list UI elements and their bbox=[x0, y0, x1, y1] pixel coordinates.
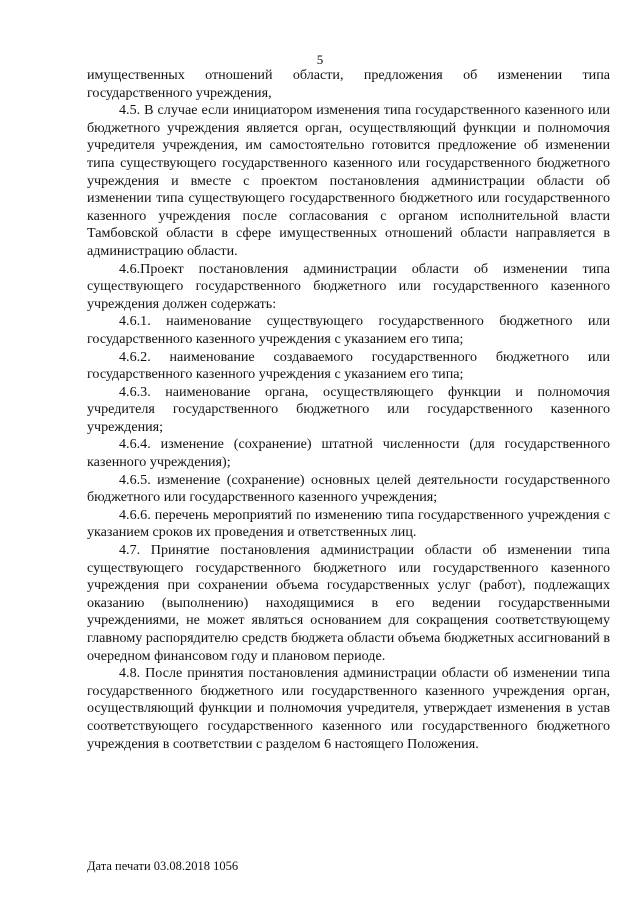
document-body bbox=[87, 67, 610, 753]
paragraph-4-6-3: 4.6.3. наименование органа, осуществляющего функции и полномочия учредителя государственного бюджетного или государственного казенного учреждения; bbox=[87, 383, 610, 435]
paragraph-4-7: 4.7. Принятие постановления администрации области об изменении типа существующего государственного бюджетного или государственного казенного учреждения при сохранении объема государственных услуг (работ), подлежащих оказанию (выполнению) находящимися в его ведении государственными учреждениями, не может являться основанием для сокращения соответствующему главному распорядителю средств бюджета области объема бюджетных ассигнований в очередном финансовом году и плановом периоде. bbox=[87, 542, 610, 664]
paragraph-4-6-1: 4.6.1. наименование существующего государственного бюджетного или государственного казенного учреждения с указанием его типа; bbox=[87, 313, 610, 347]
paragraph-4-6-2: 4.6.2. наименование создаваемого государственного бюджетного или государственного казенного учреждения с указанием его типа; bbox=[87, 348, 610, 383]
paragraph-continuation: имущественных отношений области, предложения об изменении типа государственного учреждения, bbox=[87, 67, 610, 101]
paragraph-4-6-4: 4.6.4. изменение (сохранение) штатной численности (для государственного казенного учреждения); bbox=[87, 436, 610, 471]
paragraph-4-6-5: 4.6.5. изменение (сохранение) основных целей деятельности государственного бюджетного или государственного казенного учреждения; bbox=[87, 471, 610, 506]
page-number: 5 bbox=[316, 52, 324, 67]
paragraph-4-6: 4.6.Проект постановления администрации области об изменении типа существующего государственного бюджетного или государственного казенного учреждения должен содержать: bbox=[87, 260, 610, 312]
print-date-footer: Дата печати 03.08.2018 1056 bbox=[87, 859, 239, 873]
paragraph-4-5: 4.5. В случае если инициатором изменения типа государственного казенного или бюджетного учреждения является орган, осуществляющий функции и полномочия учредителя учреждения, им самостоятельно готовится предложение об изменении типа существующего государственного казенного или государственного бюджетного учреждения и вместе с проектом постановления администрации области об изменении типа существующего государственного бюджетного или государственного казенного учреждения после согласования с органом исполнительной власти Тамбовской области в сфере имущественных отношений области направляется в администрацию области. bbox=[87, 102, 610, 259]
paragraph-4-6-6: 4.6.6. перечень мероприятий по изменению типа государственного учреждения с указанием сроков их проведения и ответственных лиц. bbox=[87, 506, 610, 541]
paragraph-4-8: 4.8. После принятия постановления администрации области об изменении типа государственного бюджетного или государственного казенного учреждения орган, осуществляющий функции и полномочия учредителя, утверждает изменения в устав соответствующего государственного казенного или государственного бюджетного учреждения в соответствии с разделом 6 настоящего Положения. bbox=[87, 665, 610, 752]
